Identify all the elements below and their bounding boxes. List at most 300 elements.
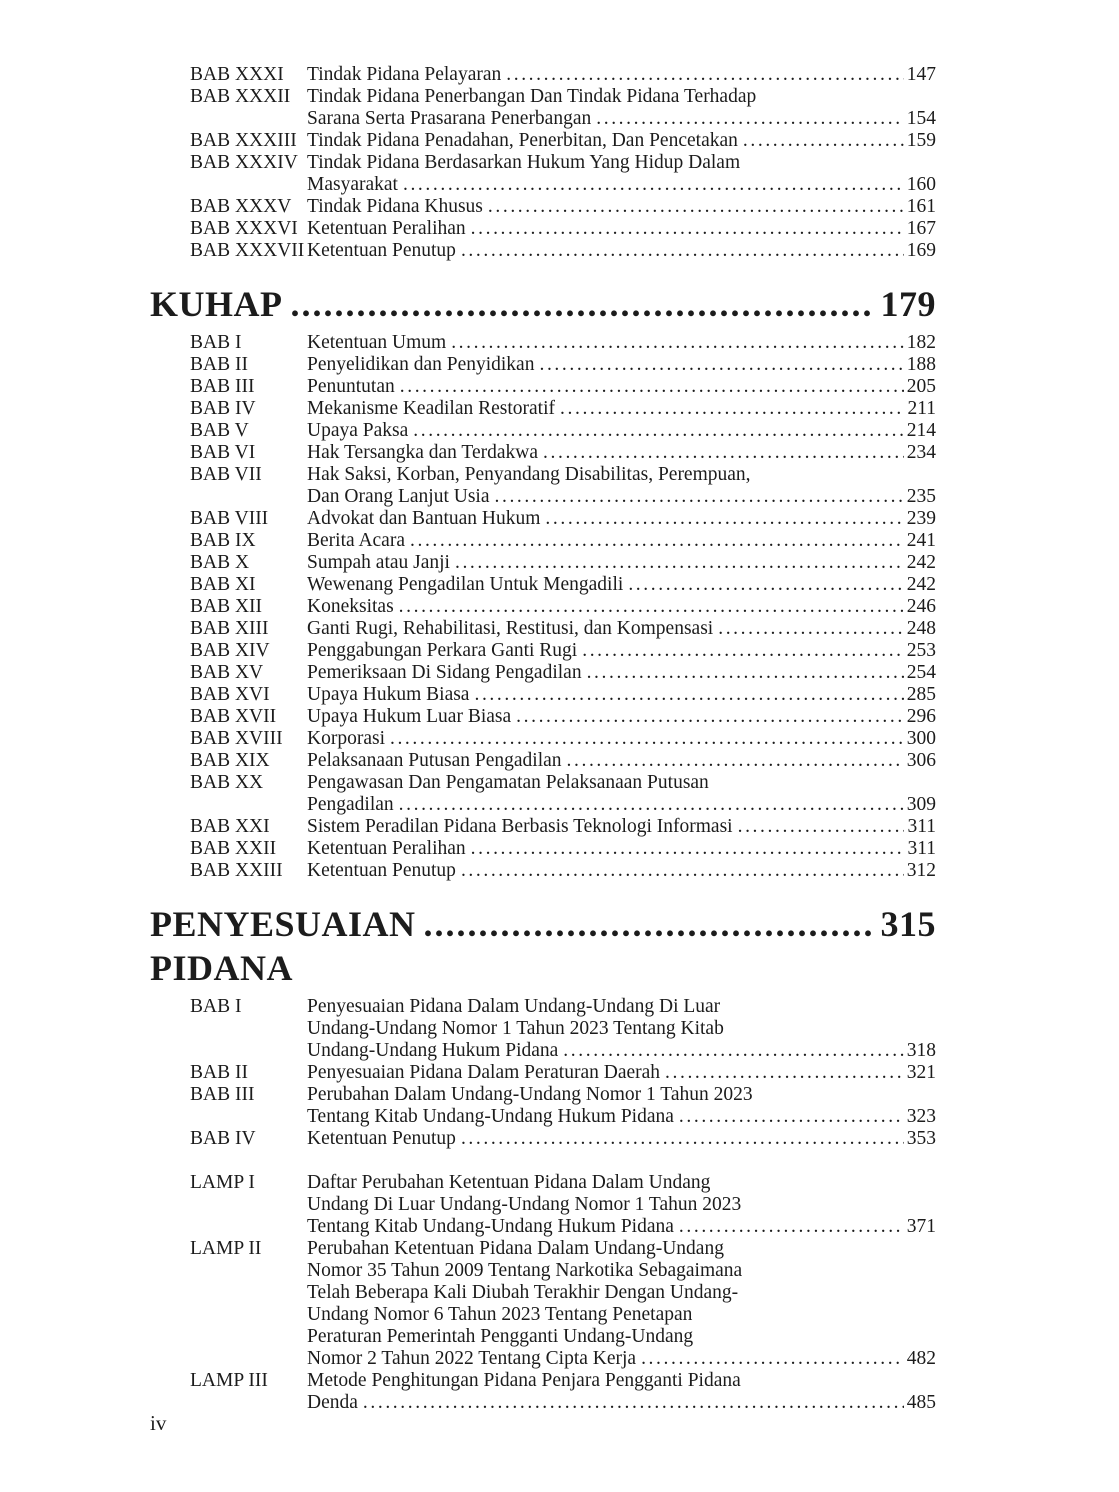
entry-line-text: Undang Di Luar Undang-Undang Nomor 1 Tahun 2023 — [307, 1194, 742, 1215]
dot-leader — [665, 1062, 904, 1084]
toc-entry — [190, 1084, 936, 1128]
entry-line — [307, 728, 936, 750]
entry-line — [307, 108, 936, 130]
dot-leader — [679, 1106, 904, 1128]
entry-line-text: Tindak Pidana Penerbangan Dan Tindak Pidana Terhadap — [307, 86, 757, 107]
toc-entry — [190, 64, 936, 86]
entry-line-text: Koneksitas — [307, 596, 394, 617]
entry-title — [307, 1062, 936, 1084]
entry-page-number: 285 — [906, 684, 936, 705]
toc-entry — [190, 196, 936, 218]
entry-title — [307, 398, 936, 420]
entry-page-number: 239 — [906, 508, 936, 529]
dot-leader — [718, 618, 904, 640]
toc-entry — [190, 508, 936, 530]
entry-label: BAB VIII — [190, 508, 269, 529]
dot-leader — [403, 174, 904, 196]
toc-section-1 — [150, 64, 936, 262]
entry-label: BAB XVI — [190, 684, 270, 705]
section-title: KUHAP — [150, 284, 283, 324]
entry-line — [307, 996, 936, 1018]
entry-line — [307, 530, 936, 552]
entry-line — [307, 1040, 936, 1062]
toc-entry — [190, 530, 936, 552]
entry-page-number: 160 — [906, 174, 936, 195]
entry-title — [307, 152, 936, 196]
entry-page-number: 214 — [906, 420, 936, 441]
entry-title — [307, 838, 936, 860]
entry-title — [307, 332, 936, 354]
dot-leader — [587, 662, 904, 684]
entry-page-number: 147 — [906, 64, 936, 85]
dot-leader — [461, 1128, 904, 1150]
entry-line — [307, 772, 936, 794]
entry-line-text: Korporasi — [307, 728, 385, 749]
entry-line-text: Ketentuan Penutup — [307, 860, 456, 881]
dot-leader — [506, 64, 904, 86]
entry-page-number: 371 — [906, 1216, 936, 1237]
entry-label: BAB XXXII — [190, 86, 291, 107]
entry-line-text: Masyarakat — [307, 174, 398, 195]
entry-page-number: 205 — [906, 376, 936, 397]
entry-title — [307, 530, 936, 552]
entry-page-number: 482 — [906, 1348, 936, 1369]
entry-line — [307, 1216, 936, 1238]
entry-line-text: Dan Orang Lanjut Usia — [307, 486, 490, 507]
dot-leader — [461, 860, 904, 882]
dot-leader — [399, 794, 904, 816]
entry-line — [307, 750, 936, 772]
entry-line-text: Ketentuan Umum — [307, 332, 447, 353]
entry-label: BAB XXXIV — [190, 152, 298, 173]
entry-label: BAB XV — [190, 662, 264, 683]
entry-line-text: Metode Penghitungan Pidana Penjara Pengganti Pidana — [307, 1370, 741, 1391]
dot-leader — [291, 282, 875, 326]
dot-leader — [451, 332, 904, 354]
entry-title — [307, 442, 936, 464]
entry-line — [307, 1370, 936, 1392]
entry-line — [307, 130, 936, 152]
entry-page-number: 323 — [906, 1106, 936, 1127]
toc-entry — [190, 996, 936, 1062]
toc-entry — [190, 332, 936, 354]
entry-title — [307, 354, 936, 376]
entry-line-text: Daftar Perubahan Ketentuan Pidana Dalam Undang — [307, 1172, 711, 1193]
entry-line — [307, 64, 936, 86]
toc-section-2 — [150, 282, 936, 882]
entry-line — [307, 552, 936, 574]
entry-line-text: Perubahan Dalam Undang-Undang Nomor 1 Tahun 2023 — [307, 1084, 753, 1105]
entry-line-text: Tindak Pidana Khusus — [307, 196, 483, 217]
entry-page-number: 154 — [906, 108, 936, 129]
dot-leader — [679, 1216, 904, 1238]
entry-page-number: 312 — [906, 860, 936, 881]
entry-page-number: 296 — [906, 706, 936, 727]
entry-page-number: 309 — [906, 794, 936, 815]
entry-title — [307, 684, 936, 706]
entry-page-number: 311 — [907, 838, 936, 859]
entry-line-text: Undang Nomor 6 Tahun 2023 Tentang Penetapan — [307, 1304, 693, 1325]
entry-line-text: Sarana Serta Prasarana Penerbangan — [307, 108, 592, 129]
toc-entry — [190, 464, 936, 508]
toc-entry — [190, 218, 936, 240]
entry-title — [307, 750, 936, 772]
toc-entry — [190, 1172, 936, 1238]
entry-title — [307, 240, 936, 262]
toc-entry — [190, 398, 936, 420]
entry-line-text: Tentang Kitab Undang-Undang Hukum Pidana — [307, 1216, 674, 1237]
entry-label: BAB XXXI — [190, 64, 284, 85]
entry-line-text: Hak Saksi, Korban, Penyandang Disabilitas, Perempuan, — [307, 464, 751, 485]
toc — [150, 64, 936, 1414]
dot-leader — [474, 684, 903, 706]
entry-title — [307, 464, 936, 508]
entry-page-number: 188 — [906, 354, 936, 375]
dot-leader — [582, 640, 904, 662]
entry-title — [307, 574, 936, 596]
entry-label: BAB IV — [190, 1128, 256, 1149]
entry-line-text: Penyesuaian Pidana Dalam Undang-Undang Di Luar — [307, 996, 721, 1017]
entry-title — [307, 1084, 936, 1128]
entry-label: BAB XXXV — [190, 196, 292, 217]
entry-page-number: 253 — [906, 640, 936, 661]
entry-line — [307, 152, 936, 174]
entry-line-text: Tindak Pidana Pelayaran — [307, 64, 502, 85]
entry-page-number: 353 — [906, 1128, 936, 1149]
entry-label: BAB X — [190, 552, 250, 573]
entry-line — [307, 354, 936, 376]
entry-label: BAB XVII — [190, 706, 277, 727]
entry-line-text: Sistem Peradilan Pidana Berbasis Teknologi Informasi — [307, 816, 733, 837]
toc-entry — [190, 596, 936, 618]
toc-entry — [190, 442, 936, 464]
entry-line-text: Penggabungan Perkara Ganti Rugi — [307, 640, 578, 661]
entry-page-number: 306 — [906, 750, 936, 771]
entry-line — [307, 464, 936, 486]
dot-leader — [738, 816, 905, 838]
dot-leader — [516, 706, 904, 728]
toc-entry — [190, 772, 936, 816]
entry-line — [307, 86, 936, 108]
entry-label: BAB XXI — [190, 816, 270, 837]
dot-leader — [495, 486, 904, 508]
entry-page-number: 242 — [906, 552, 936, 573]
toc-entry — [190, 684, 936, 706]
dot-leader — [560, 398, 904, 420]
entry-line — [307, 1304, 936, 1326]
entry-line-text: Tentang Kitab Undang-Undang Hukum Pidana — [307, 1106, 674, 1127]
toc-entry — [190, 130, 936, 152]
toc-entry — [190, 1128, 936, 1150]
entry-page-number: 321 — [906, 1062, 936, 1083]
entry-title — [307, 196, 936, 218]
entry-page-number: 242 — [906, 574, 936, 595]
entry-label: BAB VI — [190, 442, 256, 463]
entry-line — [307, 640, 936, 662]
entry-line — [307, 332, 936, 354]
entry-page-number: 169 — [906, 240, 936, 261]
entry-line — [307, 1260, 936, 1282]
entry-line — [307, 1348, 936, 1370]
entry-title — [307, 996, 936, 1062]
entry-label: BAB XXXVII — [190, 240, 305, 261]
dot-leader — [539, 354, 903, 376]
entry-line-text: Tindak Pidana Penadahan, Penerbitan, Dan Pencetakan — [307, 130, 738, 151]
entry-line-text: Nomor 35 Tahun 2009 Tentang Narkotika Sebagaimana — [307, 1260, 743, 1281]
entry-line-text: Ketentuan Peralihan — [307, 838, 466, 859]
toc-entry — [190, 816, 936, 838]
entry-line — [307, 486, 936, 508]
entry-line-text: Perubahan Ketentuan Pidana Dalam Undang-Undang — [307, 1238, 724, 1259]
entry-line-text: Upaya Paksa — [307, 420, 409, 441]
entry-line — [307, 618, 936, 640]
entry-page-number: 246 — [906, 596, 936, 617]
entry-page-number: 254 — [906, 662, 936, 683]
entry-line-text: Undang-Undang Nomor 1 Tahun 2023 Tentang Kitab — [307, 1018, 724, 1039]
entry-title — [307, 376, 936, 398]
toc-entry — [190, 728, 936, 750]
dot-leader — [455, 552, 904, 574]
entry-line — [307, 816, 936, 838]
entry-line-text: Penuntutan — [307, 376, 395, 397]
entry-page-number: 235 — [906, 486, 936, 507]
toc-entry — [190, 706, 936, 728]
toc-entry — [190, 354, 936, 376]
dot-leader — [488, 196, 904, 218]
dot-leader — [545, 508, 903, 530]
entry-title — [307, 130, 936, 152]
entry-page-number: 161 — [906, 196, 936, 217]
entry-line — [307, 860, 936, 882]
entry-line — [307, 442, 936, 464]
section-heading — [150, 902, 936, 990]
section-page-number: 179 — [880, 284, 936, 324]
footer-page-number: iv — [150, 1411, 167, 1435]
entry-title — [307, 508, 936, 530]
entry-line — [307, 1172, 936, 1194]
entry-title — [307, 86, 936, 130]
entry-line-text: Denda — [307, 1392, 358, 1413]
entry-line-text: Berita Acara — [307, 530, 405, 551]
entry-title — [307, 816, 936, 838]
entry-label: BAB II — [190, 1062, 248, 1083]
entry-line-text: Ketentuan Peralihan — [307, 218, 466, 239]
entry-label: BAB V — [190, 420, 249, 441]
dot-leader — [363, 1392, 904, 1414]
entry-title — [307, 64, 936, 86]
toc-entry — [190, 1238, 936, 1370]
entry-label: BAB XXXVI — [190, 218, 298, 239]
entry-line — [307, 706, 936, 728]
entry-line-text: Peraturan Pemerintah Pengganti Undang-Undang — [307, 1326, 694, 1347]
entry-label: BAB I — [190, 996, 242, 1017]
entry-line — [307, 174, 936, 196]
entry-line — [307, 838, 936, 860]
entry-label: BAB XXIII — [190, 860, 283, 881]
toc-entry — [190, 1370, 936, 1414]
entry-page-number: 182 — [906, 332, 936, 353]
entry-title — [307, 1172, 936, 1238]
entry-line-text: Pemeriksaan Di Sidang Pengadilan — [307, 662, 582, 683]
dot-leader — [461, 240, 904, 262]
entry-label: BAB III — [190, 376, 255, 397]
entry-line-text: Pengadilan — [307, 794, 394, 815]
entry-line — [307, 574, 936, 596]
dot-leader — [471, 218, 904, 240]
toc-entry — [190, 240, 936, 262]
entry-spacer — [150, 1150, 936, 1172]
dot-leader — [413, 420, 903, 442]
toc-entry — [190, 376, 936, 398]
dot-leader — [424, 902, 875, 946]
dot-leader — [543, 442, 904, 464]
toc-entry — [190, 838, 936, 860]
entry-line-text: Mekanisme Keadilan Restoratif — [307, 398, 556, 419]
dot-leader — [628, 574, 903, 596]
dot-leader — [399, 596, 904, 618]
dot-leader — [390, 728, 904, 750]
toc-entry — [190, 618, 936, 640]
dot-leader — [567, 750, 904, 772]
entry-page-number: 248 — [906, 618, 936, 639]
entry-line-text: Advokat dan Bantuan Hukum — [307, 508, 541, 529]
toc-entry — [190, 1062, 936, 1084]
entry-label: BAB XXXIII — [190, 130, 297, 151]
toc-entry — [190, 152, 936, 196]
entry-page-number: 159 — [906, 130, 936, 151]
entry-line — [307, 420, 936, 442]
entry-line — [307, 1062, 936, 1084]
entry-line — [307, 240, 936, 262]
entry-line-text: Upaya Hukum Luar Biasa — [307, 706, 512, 727]
entry-label: BAB IV — [190, 398, 256, 419]
entry-label: BAB I — [190, 332, 242, 353]
entry-label: BAB XX — [190, 772, 264, 793]
entry-label: BAB XI — [190, 574, 256, 595]
toc-entry — [190, 420, 936, 442]
toc-entry — [190, 86, 936, 130]
toc-entry — [190, 662, 936, 684]
entry-title — [307, 1370, 936, 1414]
entry-title — [307, 596, 936, 618]
toc-entry — [190, 640, 936, 662]
entry-page-number: 318 — [906, 1040, 936, 1061]
entry-line-text: Upaya Hukum Biasa — [307, 684, 470, 705]
entry-line — [307, 196, 936, 218]
toc-entry — [190, 860, 936, 882]
entry-line-text: Tindak Pidana Berdasarkan Hukum Yang Hidup Dalam — [307, 152, 741, 173]
entry-label: BAB III — [190, 1084, 255, 1105]
entry-line-text: Ketentuan Penutup — [307, 1128, 456, 1149]
entry-line-text: Pelaksanaan Putusan Pengadilan — [307, 750, 562, 771]
entry-label: LAMP II — [190, 1238, 262, 1259]
entry-line-text: Hak Tersangka dan Terdakwa — [307, 442, 539, 463]
dot-leader — [743, 130, 904, 152]
toc-entry — [190, 552, 936, 574]
entry-label: LAMP III — [190, 1370, 268, 1391]
toc-section-3 — [150, 902, 936, 1414]
entry-page-number: 241 — [906, 530, 936, 551]
entry-title — [307, 860, 936, 882]
entry-line — [307, 1106, 936, 1128]
entry-label: LAMP I — [190, 1172, 255, 1193]
entry-title — [307, 728, 936, 750]
entry-line — [307, 1392, 936, 1414]
entry-line — [307, 508, 936, 530]
dot-leader — [471, 838, 905, 860]
entry-line — [307, 1326, 936, 1348]
entry-label: BAB XVIII — [190, 728, 283, 749]
section-page-number: 315 — [880, 904, 936, 944]
entry-title — [307, 772, 936, 816]
entry-line-text: Penyesuaian Pidana Dalam Peraturan Daerah — [307, 1062, 661, 1083]
entry-line-text: Wewenang Pengadilan Untuk Mengadili — [307, 574, 624, 595]
toc-entry — [190, 574, 936, 596]
entry-label: BAB IX — [190, 530, 256, 551]
entry-line-text: Penyelidikan dan Penyidikan — [307, 354, 535, 375]
dot-leader — [410, 530, 904, 552]
entry-line — [307, 218, 936, 240]
entry-title — [307, 552, 936, 574]
entry-line — [307, 1084, 936, 1106]
entry-label: BAB XXII — [190, 838, 277, 859]
entry-page-number: 311 — [907, 816, 936, 837]
entry-label: BAB VII — [190, 464, 262, 485]
entry-line — [307, 794, 936, 816]
entry-title — [307, 420, 936, 442]
entry-line-text: Undang-Undang Hukum Pidana — [307, 1040, 559, 1061]
dot-leader — [400, 376, 904, 398]
entry-line-text: Ketentuan Penutup — [307, 240, 456, 261]
entry-line-text: Telah Beberapa Kali Diubah Terakhir Dengan Undang- — [307, 1282, 739, 1303]
entry-title — [307, 662, 936, 684]
entry-title — [307, 618, 936, 640]
entry-line — [307, 1194, 936, 1216]
entry-line — [307, 1238, 936, 1260]
dot-leader — [641, 1348, 904, 1370]
entry-label: BAB XII — [190, 596, 263, 617]
entry-line — [307, 684, 936, 706]
entry-page-number: 234 — [906, 442, 936, 463]
entry-page-number: 300 — [906, 728, 936, 749]
entry-page-number: 167 — [906, 218, 936, 239]
entry-line — [307, 376, 936, 398]
entry-line-text: Sumpah atau Janji — [307, 552, 450, 573]
entry-page-number: 485 — [906, 1392, 936, 1413]
entry-title — [307, 706, 936, 728]
toc-entry — [190, 750, 936, 772]
dot-leader — [563, 1040, 903, 1062]
entry-line-text: Nomor 2 Tahun 2022 Tentang Cipta Kerja — [307, 1348, 637, 1369]
entry-line — [307, 1018, 936, 1040]
entry-line — [307, 596, 936, 618]
entry-line-text: Pengawasan Dan Pengamatan Pelaksanaan Putusan — [307, 772, 709, 793]
entry-line-text: Ganti Rugi, Rehabilitasi, Restitusi, dan Kompensasi — [307, 618, 714, 639]
entry-label: BAB II — [190, 354, 248, 375]
entry-label: BAB XIII — [190, 618, 269, 639]
entry-page-number: 211 — [907, 398, 936, 419]
entry-title — [307, 1128, 936, 1150]
dot-leader — [596, 108, 904, 130]
entry-title — [307, 1238, 936, 1370]
entry-line — [307, 662, 936, 684]
entry-title — [307, 218, 936, 240]
entry-line — [307, 1128, 936, 1150]
section-heading — [150, 282, 936, 326]
entry-label: BAB XIV — [190, 640, 270, 661]
entry-title — [307, 640, 936, 662]
entry-label: BAB XIX — [190, 750, 270, 771]
